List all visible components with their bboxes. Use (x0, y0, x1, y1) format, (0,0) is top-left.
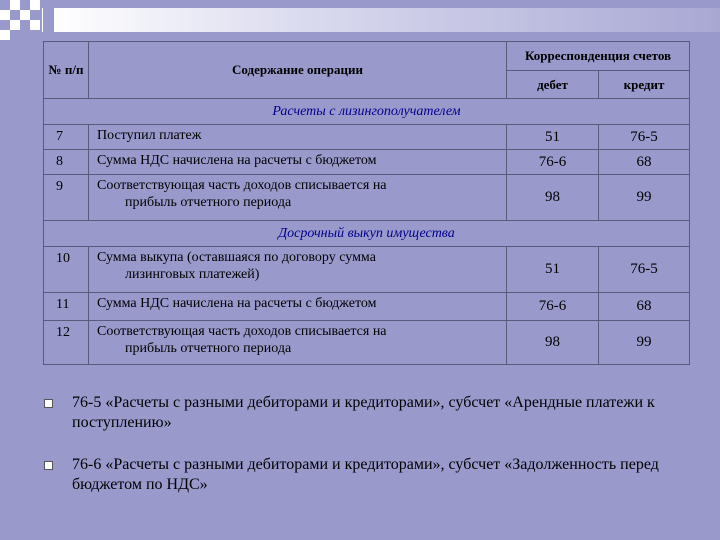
table-row (44, 321, 690, 365)
decor-square (0, 10, 10, 20)
row-num: 11 (44, 293, 89, 321)
note-text: 76-5 «Расчеты с разными дебиторами и кредиторами», субсчет «Арендные платежи к поступлению» (72, 394, 655, 431)
row-debit: 76-6 (507, 150, 599, 175)
row-desc (89, 321, 507, 365)
row-num: 8 (44, 150, 89, 175)
row-num: 12 (44, 321, 89, 365)
row-debit: 51 (507, 247, 599, 293)
row-num: 10 (44, 247, 89, 293)
section-row (44, 221, 690, 247)
table-row (44, 175, 690, 221)
row-desc-line1: Соответствующая часть доходов списывается на (97, 178, 387, 193)
bullet-square-icon (44, 461, 53, 470)
bullet-square-icon (44, 399, 53, 408)
row-desc-line1: Сумма НДС начислена на расчеты с бюджетом (97, 296, 377, 311)
row-desc-line2: прибыль отчетного периода (125, 341, 292, 356)
decor-square (30, 20, 40, 30)
row-num: 7 (44, 125, 89, 150)
row-desc-line2: прибыль отчетного периода (125, 195, 292, 210)
row-credit: 76-5 (599, 125, 690, 150)
section-title: Расчеты с лизингополучателем (44, 99, 690, 125)
row-desc (89, 150, 507, 175)
row-credit: 76-5 (599, 247, 690, 293)
table-row (44, 125, 690, 150)
section-title: Досрочный выкуп имущества (44, 221, 690, 247)
decor-line (42, 8, 43, 32)
row-debit: 51 (507, 125, 599, 150)
notes-list (40, 393, 700, 495)
decor-square (10, 20, 20, 30)
row-desc-line1: Сумма выкупа (оставшаяся по договору сумма (97, 250, 376, 265)
note-text: 76-6 «Расчеты с разными дебиторами и кредиторами», субсчет «Задолженность перед бюджетом по НДС» (72, 456, 659, 493)
operations-table (43, 41, 690, 365)
row-debit: 76-6 (507, 293, 599, 321)
row-desc-line2: лизинговых платежей) (125, 267, 260, 282)
row-debit: 98 (507, 175, 599, 221)
row-credit: 68 (599, 150, 690, 175)
note-item (40, 393, 700, 433)
note-item (40, 455, 700, 495)
decor-square (20, 10, 30, 20)
table-row (44, 150, 690, 175)
header-correspondence: Корреспонденция счетов (507, 42, 690, 71)
table-row (44, 293, 690, 321)
row-credit: 99 (599, 175, 690, 221)
row-desc (89, 125, 507, 150)
row-num: 9 (44, 175, 89, 221)
section-row (44, 99, 690, 125)
row-credit: 68 (599, 293, 690, 321)
row-desc (89, 247, 507, 293)
header-credit: кредит (599, 71, 690, 99)
header-content: Содержание операции (89, 42, 507, 99)
title-bar-decoration (54, 8, 720, 32)
row-desc-line1: Поступил платеж (97, 128, 202, 143)
row-desc-line1: Сумма НДС начислена на расчеты с бюджетом (97, 153, 377, 168)
row-debit: 98 (507, 321, 599, 365)
header-num: № п/п (44, 42, 89, 99)
decor-square (0, 30, 10, 40)
table-row (44, 247, 690, 293)
row-desc (89, 293, 507, 321)
decor-square (10, 0, 20, 10)
decor-square (30, 0, 40, 10)
row-credit: 99 (599, 321, 690, 365)
row-desc-line1: Соответствующая часть доходов списывается на (97, 324, 387, 339)
header-debit: дебет (507, 71, 599, 99)
row-desc (89, 175, 507, 221)
